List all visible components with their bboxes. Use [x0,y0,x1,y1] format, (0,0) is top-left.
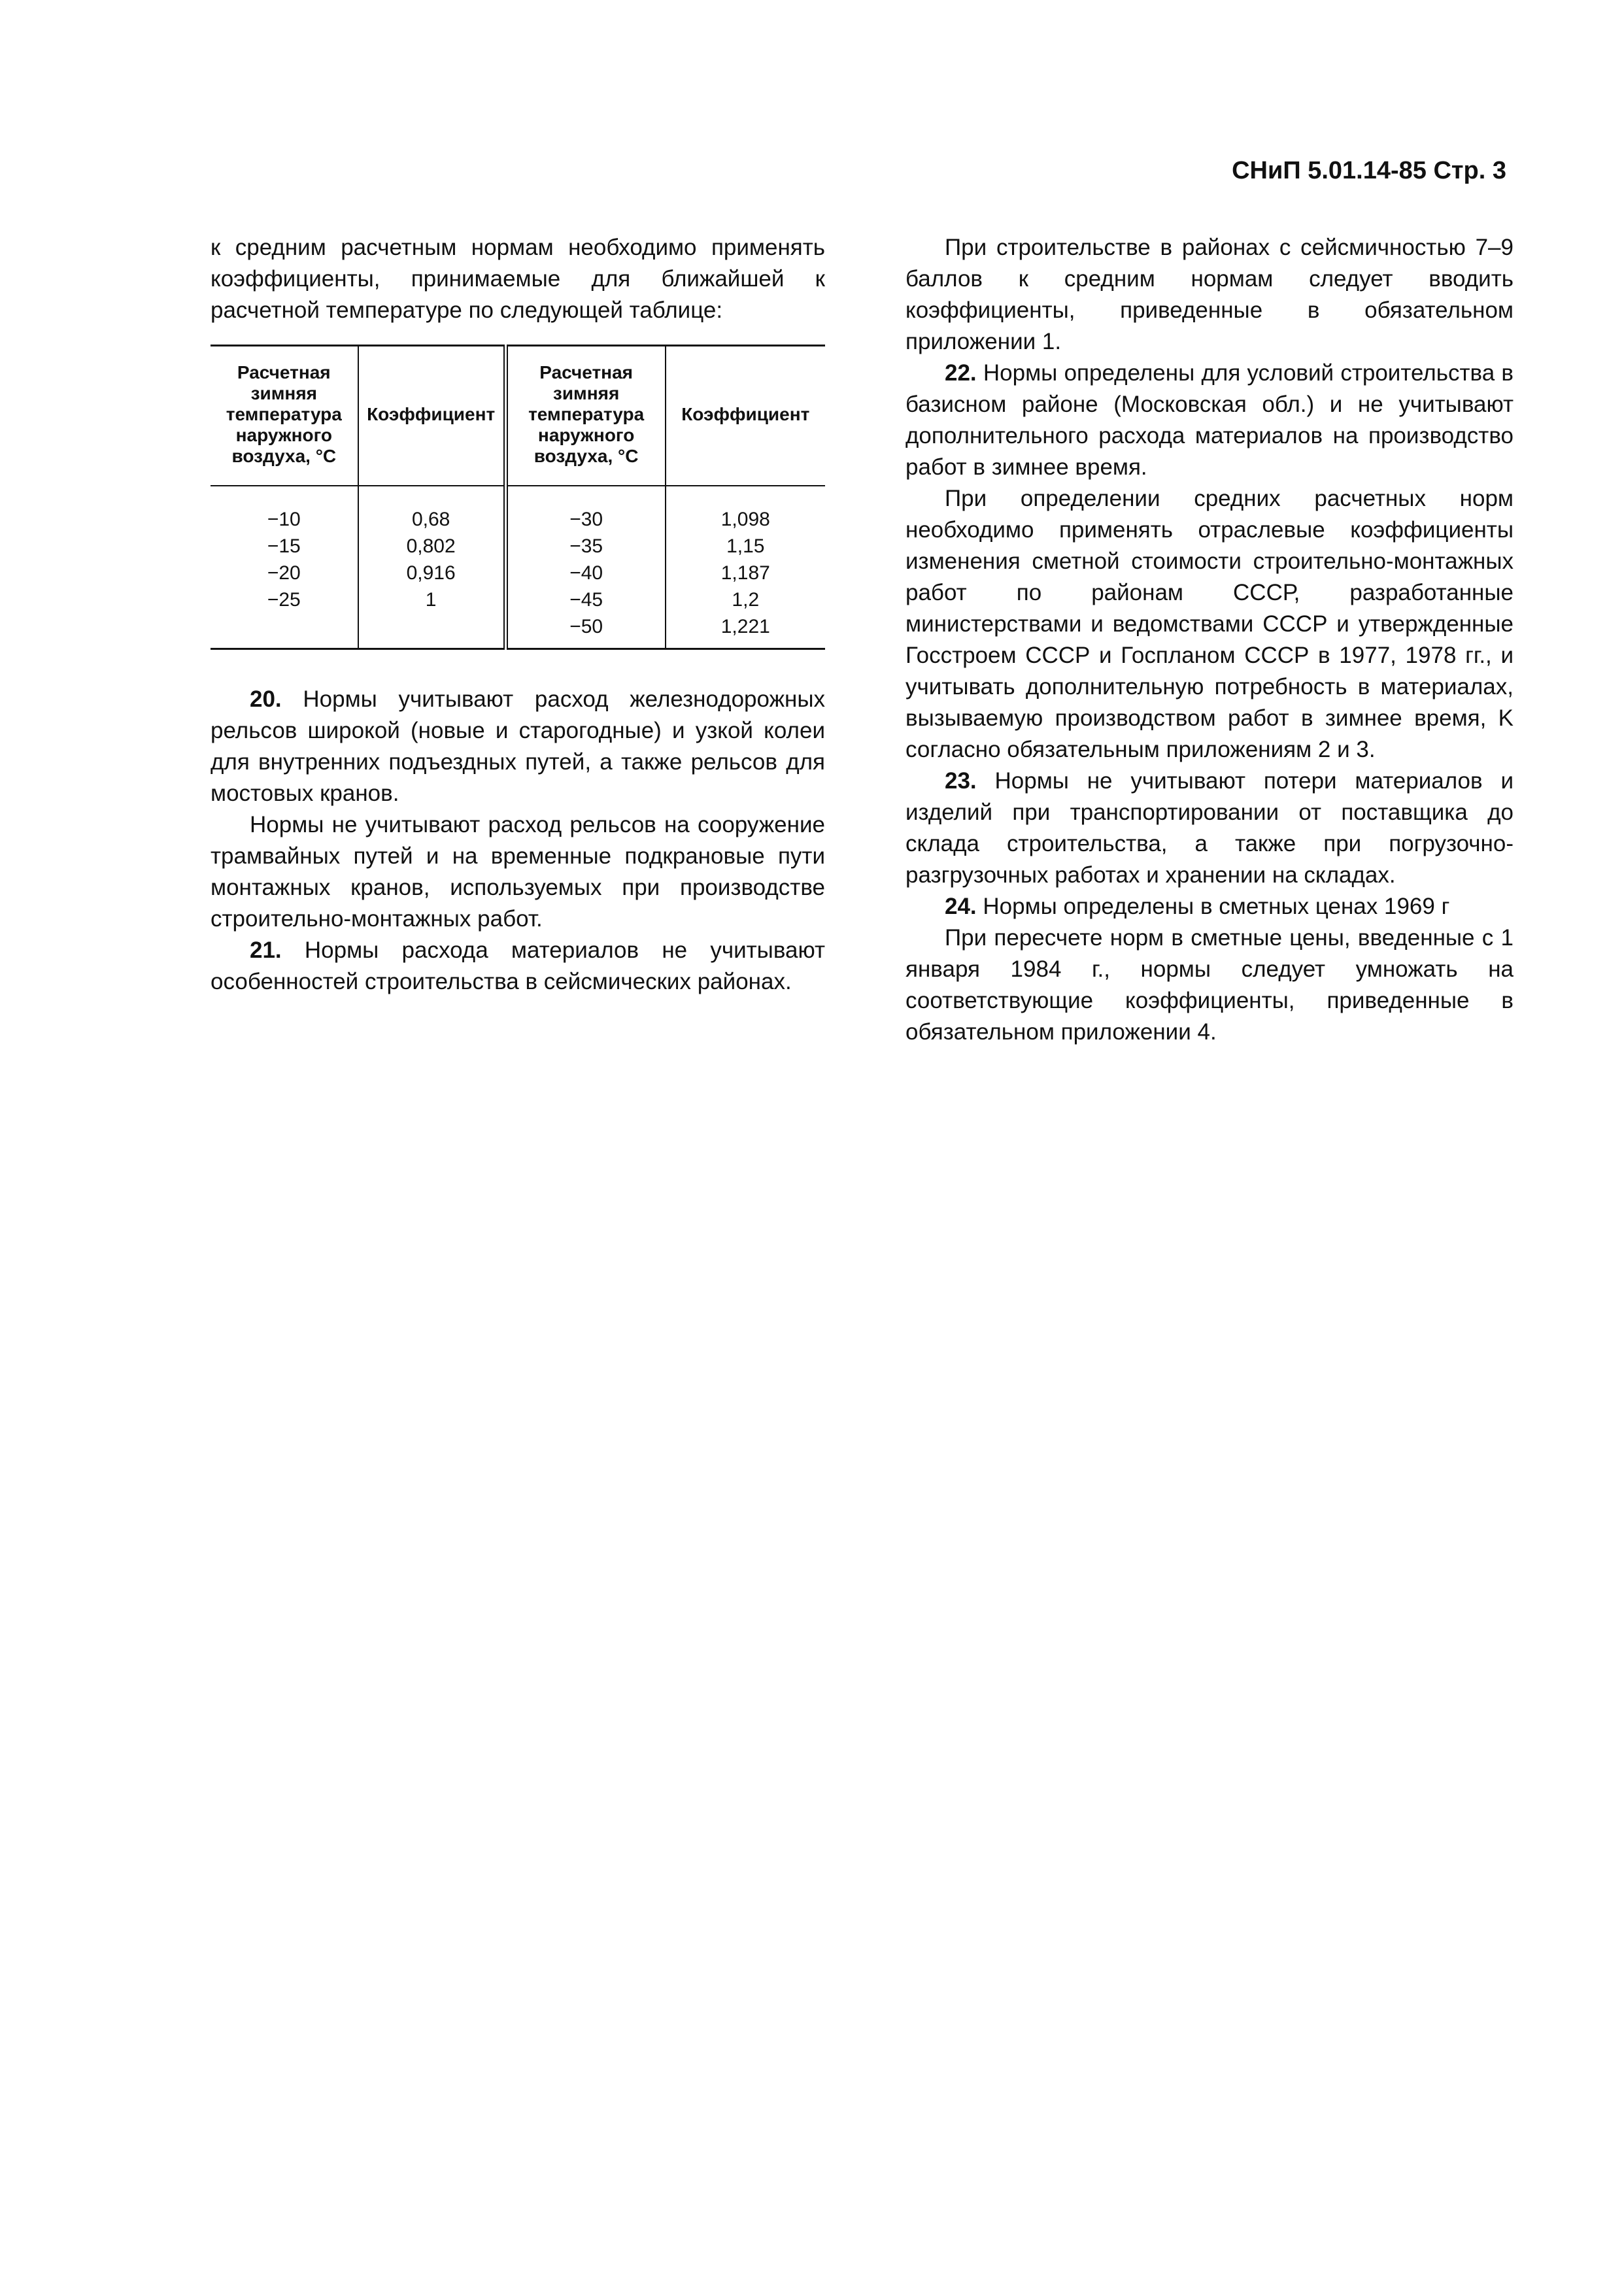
paragraph-text: Нормы определены в сметных ценах 1969 г [983,894,1450,919]
table-cell: −35 [505,533,665,560]
table-cell: 1,221 [720,616,770,637]
table-cell: −40 [505,560,665,586]
table-row [211,560,825,586]
table-cell: 0,802 [358,533,506,560]
table-cell: −20 [211,560,358,586]
table-cell [358,613,506,649]
paragraph-22-continued: При определении средних расчетных норм необходимо применять отраслевые коэффициенты изменения сметной стоимости строительно-монтажных работ по районам СССР, разработанные министерствами и ведомствами СССР и утвержденные Госстроем СССР и Госпланом СССР в 1977, 1978 гг., и учитывать дополнительную потребность в материалах, вызываемую производством работ в зимнее время, K согласно обязательным приложениям 2 и 3. [905,486,1514,762]
table-cell: 0,68 [358,486,506,533]
paragraph-text: Нормы учитывают расход железнодорожных рельсов широкой (новые и старогодные) и узкой колеи для внутренних подъездных путей, а также рельсов для мостовых кранов. [211,686,825,806]
table-cell: −15 [211,533,358,560]
table-row [211,533,825,560]
paragraph-number: 23. [945,768,977,794]
paragraph-24-continued: При пересчете норм в сметные цены, введенные с 1 января 1984 г., нормы следует умножать на соответствующие коэффициенты, приведенные в обязательном приложении 4. [905,925,1514,1045]
table-cell [211,613,358,649]
table-row [211,586,825,613]
table-row [211,613,825,649]
table-cell: −50 [505,613,665,649]
table-header-cell: Расчетная зимняя температура наружного воздуха, °С [211,346,358,486]
table-header-cell: Коэффициент [358,346,506,486]
paragraph-number: 21. [250,937,282,963]
table-cell: 1,187 [720,562,770,584]
paragraph-24 [905,891,1514,922]
paragraph-20-continued: Нормы не учитывают расход рельсов на сооружение трамвайных путей и на временные подкрановые пути монтажных кранов, используемых при производстве строительно-монтажных работ. [211,812,825,932]
table-header-row [211,346,825,486]
table-row [211,486,825,533]
table-cell: −10 [211,486,358,533]
table-cell: −45 [505,586,665,613]
table-header-cell: Расчетная зимняя температура наружного воздуха, °С [505,346,665,486]
table-cell: 1,098 [720,509,770,530]
table-cell: 1 [358,586,506,613]
table-cell: −25 [211,586,358,613]
table-cell: 1,2 [732,589,760,611]
table-header-cell: Коэффициент [666,346,825,486]
paragraph-text: Нормы определены для условий строительства в базисном районе (Московская обл.) и не учитывают дополнительного расхода материалов на производство работ в зимнее время. [905,360,1514,480]
table-cell: −30 [505,486,665,533]
paragraph-number: 24. [945,894,977,919]
right-column [905,232,1514,1048]
paragraph-text: Нормы расхода материалов не учитывают особенностей строительства в сейсмических районах. [211,937,825,994]
paragraph-22 [905,358,1514,483]
table-cell: 1,15 [726,535,765,557]
paragraph-text: Нормы не учитывают потери материалов и изделий при транспортировании от поставщика до склада строительства, а также при погрузочно-разгрузочных работах и хранении на складах. [905,768,1514,888]
page-header: СНиП 5.01.14-85 Стр. 3 [1232,157,1506,184]
paragraph-23 [905,766,1514,891]
paragraph-20 [211,684,825,809]
paragraph-21-continued: При строительстве в районах с сейсмичностью 7–9 баллов к средним нормам следует вводить коэффициенты, приведенные в обязательном приложении 1. [905,235,1514,354]
paragraph-21 [211,935,825,998]
paragraph-number: 22. [945,360,977,386]
temperature-coefficient-table [211,345,825,650]
paragraph-number: 20. [250,686,282,712]
left-column [211,232,825,998]
intro-paragraph: к средним расчетным нормам необходимо применять коэффициенты, принимаемые для ближайшей к расчетной температуре по следующей таблице: [211,235,825,323]
table-cell: 0,916 [358,560,506,586]
